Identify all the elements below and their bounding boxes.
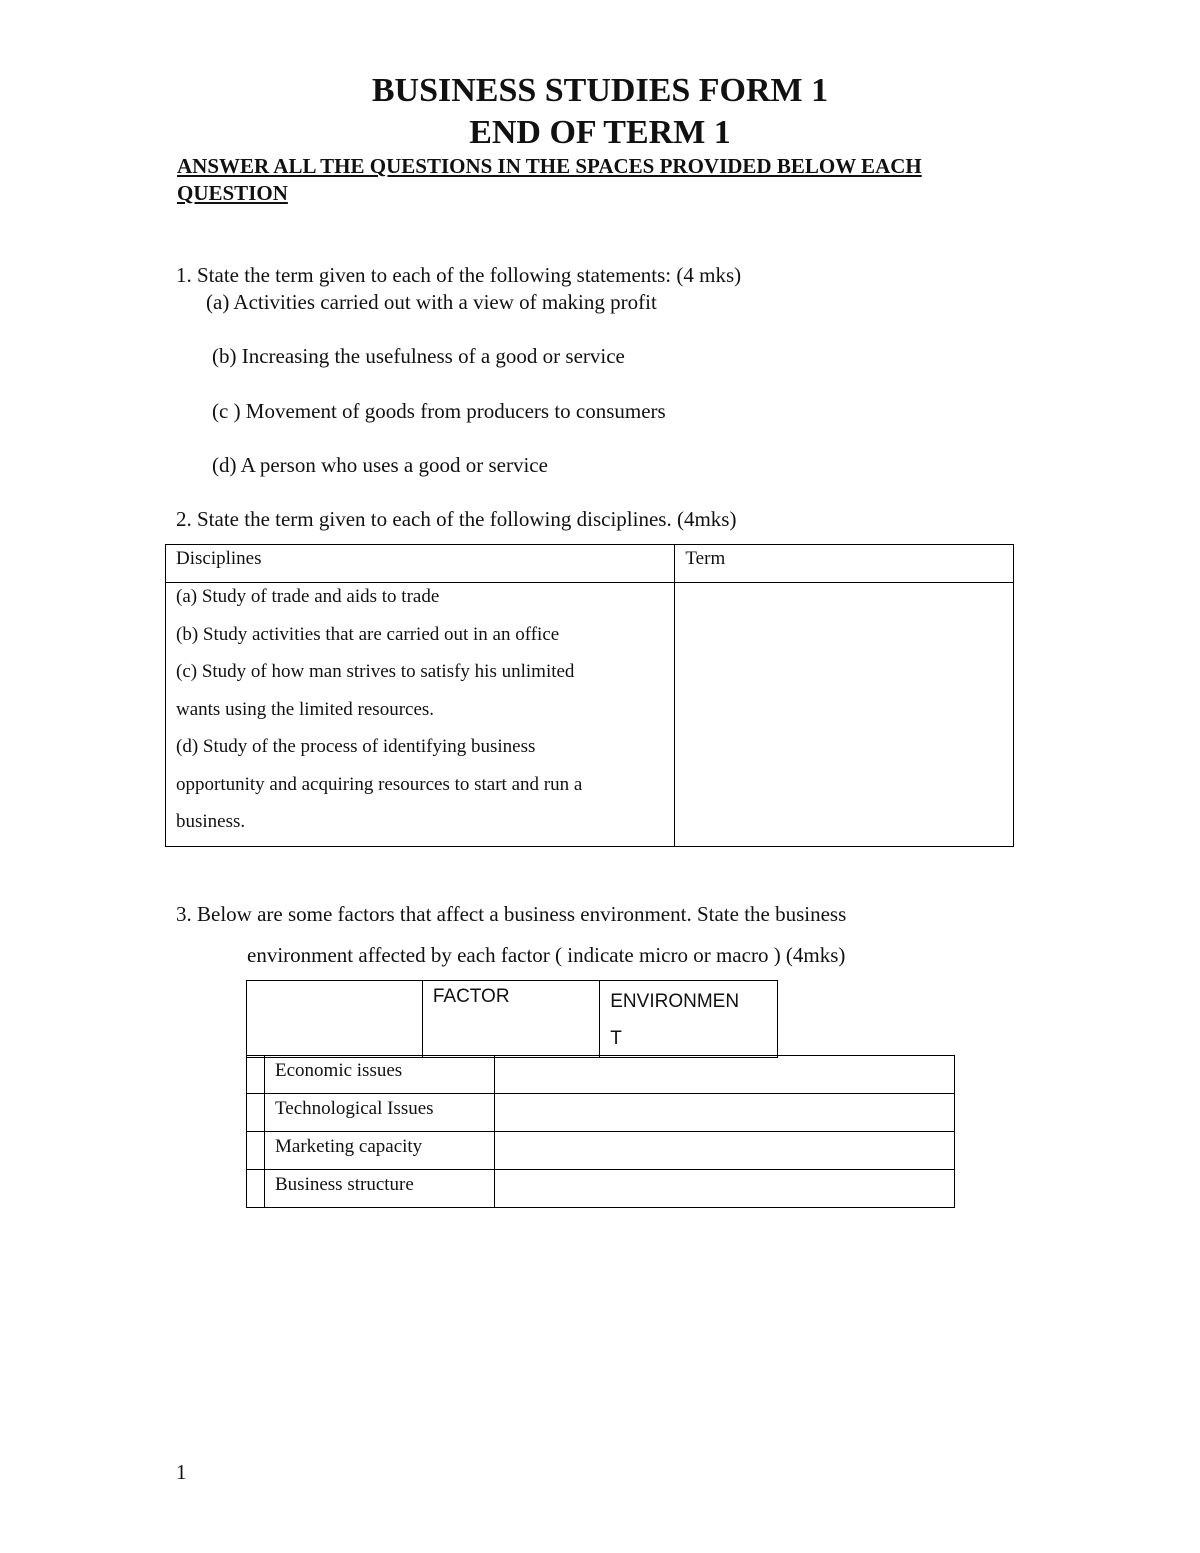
question-3-prompt-line-1: 3. Below are some factors that affect a business environment. State the business [176, 902, 847, 926]
environment-answer-cell[interactable] [495, 1094, 955, 1132]
row-marker-cell [247, 1094, 265, 1132]
discipline-line: business. [176, 811, 246, 832]
instruction-line-1: ANSWER ALL THE QUESTIONS IN THE SPACES PROVIDED BELOW EACH [177, 154, 922, 178]
disciplines-table [165, 544, 1014, 847]
page-number: 1 [176, 1460, 187, 1484]
question-3-prompt-line-2: environment affected by each factor ( indicate micro or macro ) (4mks) [247, 943, 846, 967]
factor-label: Technological Issues [275, 1098, 434, 1119]
factor-table [246, 1055, 955, 1208]
term-answer-cell[interactable] [675, 583, 1014, 847]
page-subtitle: END OF TERM 1 [469, 114, 731, 151]
factor-cell [265, 1132, 495, 1170]
discipline-line: (d) Study of the process of identifying business [176, 736, 536, 757]
discipline-line: opportunity and acquiring resources to start and run a [176, 773, 583, 795]
header-factor [422, 981, 599, 1058]
row-marker-cell [247, 1170, 265, 1208]
environment-answer-cell[interactable] [495, 1170, 955, 1208]
question-1-prompt: 1. State the term given to each of the following statements: (4 mks) [176, 263, 742, 287]
header-environment-label-1: ENVIRONMEN [610, 991, 740, 1012]
question-1-item-c: (c ) Movement of goods from producers to consumers [212, 399, 666, 423]
environment-answer-cell[interactable] [495, 1056, 955, 1094]
factor-label: Economic issues [275, 1060, 403, 1081]
row-marker-cell [247, 1056, 265, 1094]
discipline-line: (b) Study activities that are carried out in an office [176, 623, 560, 645]
page-title: BUSINESS STUDIES FORM 1 [371, 72, 829, 109]
factor-label: Marketing capacity [275, 1136, 423, 1157]
discipline-line: wants using the limited resources. [176, 698, 435, 720]
discipline-line: (c) Study of how man strives to satisfy his unlimited [176, 661, 575, 682]
discipline-line: (a) Study of trade and aids to trade [176, 586, 440, 607]
header-term-label: Term [685, 548, 726, 569]
question-1-item-a: (a) Activities carried out with a view of making profit [206, 290, 657, 314]
row-marker-cell [247, 1132, 265, 1170]
header-factor-label: FACTOR [432, 986, 510, 1007]
instruction-line-2: QUESTION [177, 181, 288, 205]
disciplines-cell [166, 583, 675, 847]
factor-cell [265, 1170, 495, 1208]
header-empty-cell [247, 981, 423, 1058]
header-term [675, 545, 1014, 583]
question-2-prompt: 2. State the term given to each of the following disciplines. (4mks) [176, 507, 737, 531]
factor-label: Business structure [275, 1174, 414, 1195]
factor-table-header [246, 980, 778, 1058]
factor-cell [265, 1094, 495, 1132]
environment-answer-cell[interactable] [495, 1132, 955, 1170]
header-environment-label-2: T [610, 1028, 622, 1049]
factor-cell [265, 1056, 495, 1094]
question-1-item-d: (d) A person who uses a good or service [212, 453, 548, 477]
header-disciplines-label: Disciplines [176, 548, 262, 569]
header-disciplines [166, 545, 675, 583]
header-environment [600, 981, 778, 1058]
question-1-item-b: (b) Increasing the usefulness of a good or service [212, 344, 625, 368]
